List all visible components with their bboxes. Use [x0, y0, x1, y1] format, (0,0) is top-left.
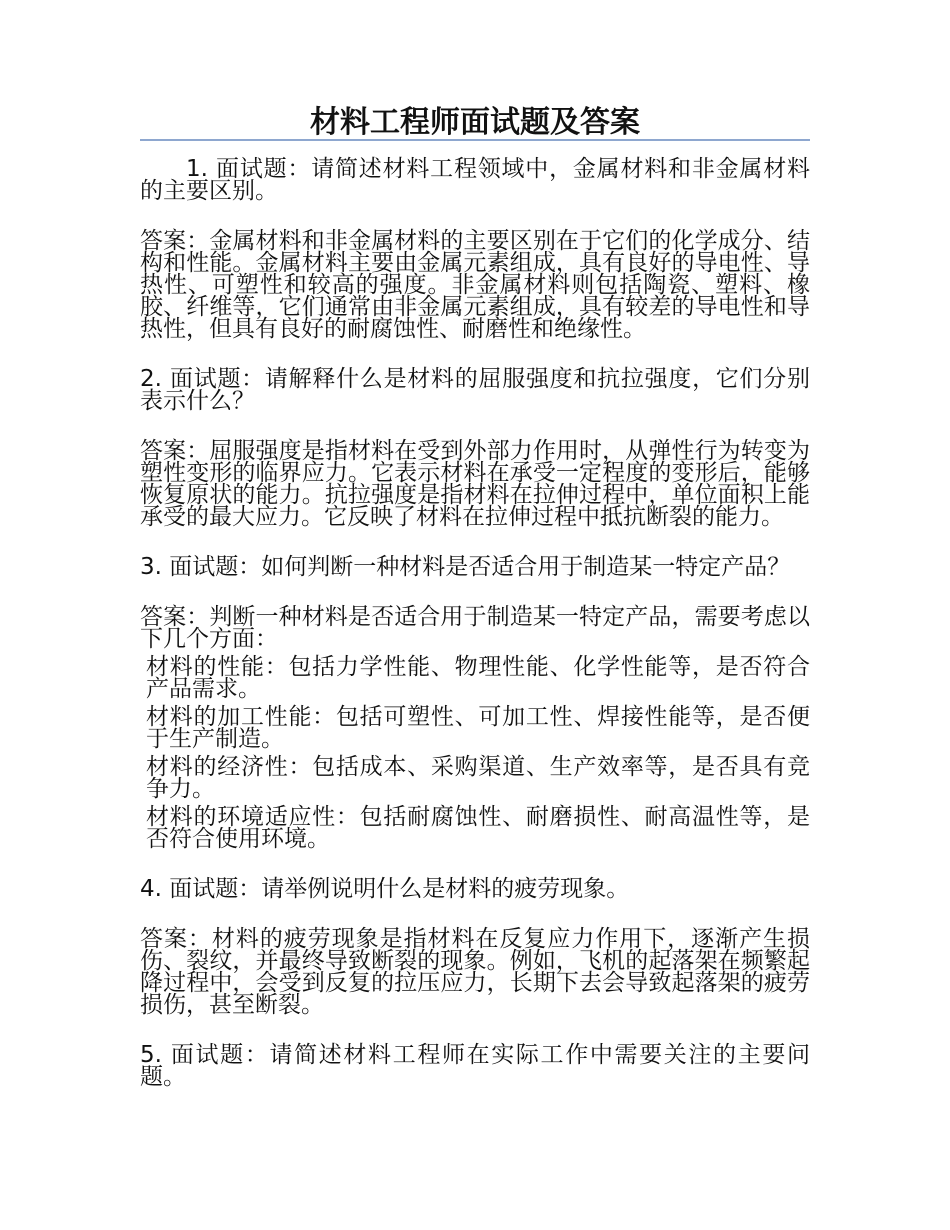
answer-3-item: 材料的性能：包括力学性能、物理性能、化学性能等，是否符合产品需求。 [146, 654, 810, 702]
answer-4: 答案：材料的疲劳现象是指材料在反复应力作用下，逐渐产生损伤、裂纹，并最终导致断裂的现象。例如，飞机的起落架在频繁起降过程中，会受到反复的拉压应力，长期下去会导致起落架的疲劳损伤，甚至断裂。 [140, 926, 810, 1018]
answer-3-item: 材料的环境适应性：包括耐腐蚀性、耐磨损性、耐高温性等，是否符合使用环境。 [146, 804, 810, 852]
answer-3 [140, 606, 810, 850]
answer-3-item: 材料的加工性能：包括可塑性、可加工性、焊接性能等，是否便于生产制造。 [146, 704, 810, 752]
question-3: 3. 面试题：如何判断一种材料是否适合用于制造某一特定产品？ [140, 554, 791, 580]
title-underline [140, 139, 810, 141]
answer-3-intro: 答案：判断一种材料是否适合用于制造某一特定产品，需要考虑以下几个方面： [140, 604, 810, 652]
question-1: 1. 面试题：请简述材料工程领域中，金属材料和非金属材料的主要区别。 [140, 156, 810, 204]
question-5: 5. 面试题：请简述材料工程师在实际工作中需要关注的主要问题。 [140, 1042, 810, 1090]
answer-1: 答案：金属材料和非金属材料的主要区别在于它们的化学成分、结构和性能。金属材料主要由金属元素组成，具有良好的导电性、导热性、可塑性和较高的强度。非金属材料则包括陶瓷、塑料、橡胶、纤维等，它们通常由非金属元素组成，具有较差的导电性和导热性，但具有良好的耐腐蚀性、耐磨性和绝缘性。 [140, 228, 810, 342]
question-2: 2. 面试题：请解释什么是材料的屈服强度和抗拉强度，它们分别表示什么？ [140, 366, 810, 414]
question-4: 4. 面试题：请举例说明什么是材料的疲劳现象。 [140, 876, 630, 902]
answer-2: 答案：屈服强度是指材料在受到外部力作用时，从弹性行为转变为塑性变形的临界应力。它表示材料在承受一定程度的变形后，能够恢复原状的能力。抗拉强度是指材料在拉伸过程中，单位面积上能承受的最大应力。它反映了材料在拉伸过程中抵抗断裂的能力。 [140, 438, 810, 530]
document-body [140, 158, 810, 1116]
answer-3-item: 材料的经济性：包括成本、采购渠道、生产效率等，是否具有竞争力。 [146, 754, 810, 802]
document-title: 材料工程师面试题及答案 [310, 105, 640, 140]
